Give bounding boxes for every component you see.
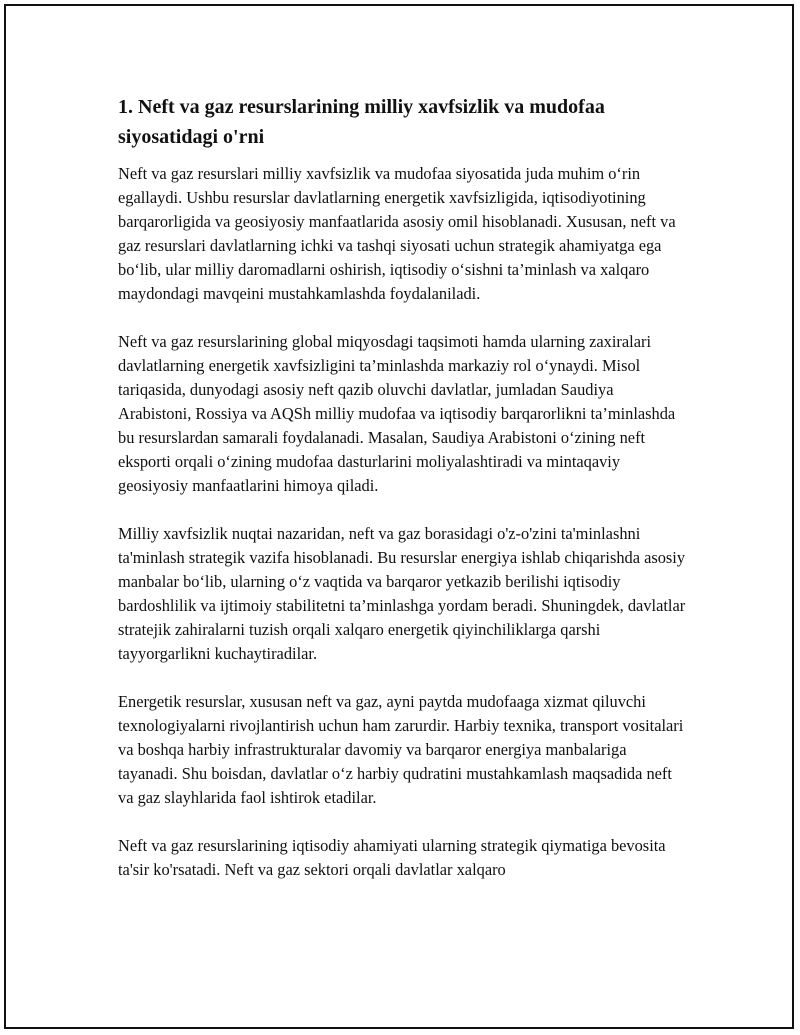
paragraph-1: Neft va gaz resurslari milliy xavfsizlik va mudofaa siyosatida juda muhim o‘rin egallaydi. Ushbu resurslar davlatlarning energetik xavfsizligida, iqtisodiyotining barqarorligida va geosiyosiy manfaatlarida asosiy omil hisoblanadi. Xususan, neft va gaz resurslari davlatlarning ichki va tashqi siyosati uchun strategik ahamiyatga ega bo‘lib, ular milliy daromadlarni oshirish, iqtisodiy o‘sishni ta’minlash va xalqaro maydondagi mavqeini mustahkamlashda foydalaniladi. [118, 164, 676, 303]
paragraph-2: Neft va gaz resurslarining global miqyosdagi taqsimoti hamda ularning zaxiralari davlatlarning energetik xavfsizligini ta’minlashda markaziy rol o‘ynaydi. Misol tariqasida, dunyodagi asosiy neft qazib oluvchi davlatlar, jumladan Saudiya Arabistoni, Rossiya va AQSh milliy mudofaa va iqtisodiy barqarorlikni ta’minlashda bu resurslardan samarali foydalanadi. Masalan, Saudiya Arabistoni o‘zining neft eksporti orqali o‘zining mudofaa dasturlarini moliyalashtiradi va mintaqaviy geosiyosiy manfaatlarini himoya qiladi. [118, 332, 676, 495]
paragraph-5: Neft va gaz resurslarining iqtisodiy ahamiyati ularning strategik qiymatiga bevosita ta'sir ko'rsatadi. Neft va gaz sektori orqali davlatlar xalqaro [118, 836, 666, 879]
paragraph-3: Milliy xavfsizlik nuqtai nazaridan, neft va gaz borasidagi o'z-o'zini ta'minlashni ta'minlash strategik vazifa hisoblanadi. Bu resurslar energiya ishlab chiqarishda asosiy manbalar bo‘lib, ularning o‘z vaqtida va barqaror yetkazib berilishi iqtisodiy bardoshlilik va ijtimoiy stabilitetni ta’minlashga yordam beradi. Shuningdek, davlatlar stratejik zahiralarni tuzish orqali xalqaro energetik qiyinchiliklarga qarshi tayyorgarlikni kuchaytiradilar. [118, 524, 686, 663]
section-heading: 1. Neft va gaz resurslarining milliy xavfsizlik va mudofaa siyosatidagi o'rni [118, 96, 605, 148]
paragraph-4: Energetik resurslar, xususan neft va gaz, ayni paytda mudofaaga xizmat qiluvchi texnologiyalarni rivojlantirish uchun ham zarurdir. Harbiy texnika, transport vositalari va boshqa harbiy infrastrukturalar davomiy va barqaror energiya manbalariga tayanadi. Shu boisdan, davlatlar o‘z harbiy qudratini mustahkamlash maqsadida neft va gaz slayhlarida faol ishtirok etadilar. [118, 692, 684, 807]
document-body [118, 92, 688, 906]
